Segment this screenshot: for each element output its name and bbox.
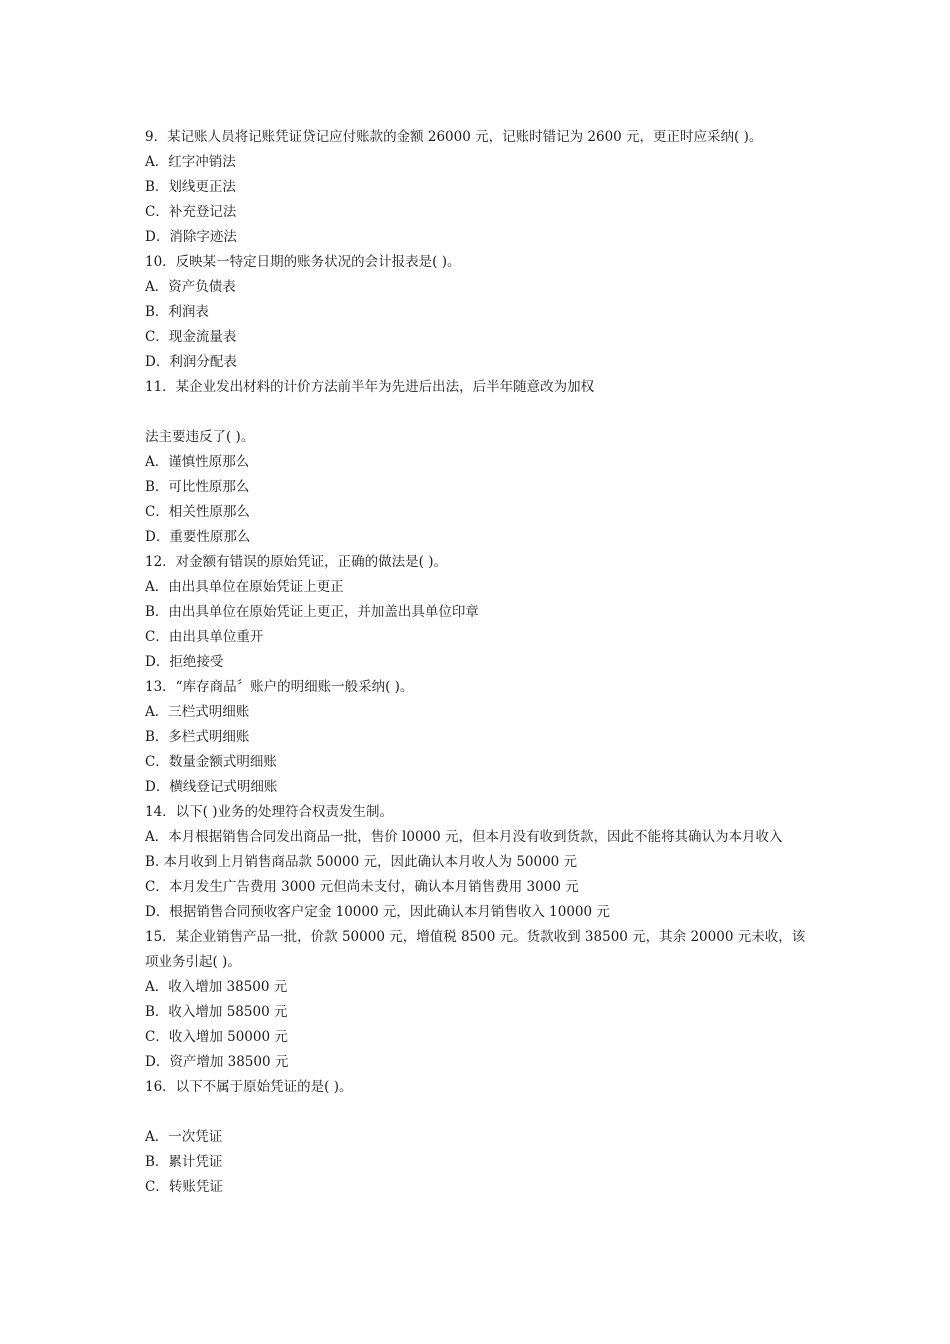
question-list: [145, 125, 810, 1200]
option-13b: B．多栏式明细账: [145, 729, 250, 745]
option-14b: B. 本月收到上月销售商品款 50000 元，因此确认本月收人为 50000 元: [145, 854, 578, 870]
option-15d: D．资产增加 38500 元: [145, 1054, 289, 1070]
option-15a: A．收入增加 38500 元: [145, 979, 288, 995]
question-12: 12．对金额有错误的原始凭证，正确的做法是( )。: [145, 554, 448, 570]
option-12c: C．由出具单位重开: [145, 629, 264, 645]
option-9d: D．消除字迹法: [145, 229, 237, 245]
question-13: 13．“库存商品〞账户的明细账一般采纳( )。: [145, 679, 414, 695]
question-10: 10．反映某一特定日期的账务状况的会计报表是( )。: [145, 254, 461, 270]
option-14a: A．本月根据销售合同发出商品一批，售价 l0000 元，但本月没有收到货款，因此不能将其确认为本月收入: [145, 829, 783, 845]
option-16a: A．一次凭证: [145, 1129, 223, 1145]
question-15: 15．某企业销售产品一批，价款 50000 元，增值税 8500 元。货款收到 38500 元，其余 20000 元未收，该项业务引起( )。: [145, 929, 806, 970]
question-16: 16．以下不属于原始凭证的是( )。: [145, 1079, 353, 1095]
option-10c: C．现金流量表: [145, 329, 237, 345]
question-11-continued: 法主要违反了( )。: [145, 429, 255, 445]
option-13a: A．三栏式明细账: [145, 704, 250, 720]
option-16b: B．累计凭证: [145, 1154, 223, 1170]
question-14: 14．以下( )业务的处理符合权责发生制。: [145, 804, 394, 820]
blank-line: [145, 1100, 810, 1125]
option-11b: B．可比性原那么: [145, 479, 250, 495]
option-14d: D．根据销售合同预收客户定金 10000 元，因此确认本月销售收入 10000 元: [145, 904, 610, 920]
blank-line: [145, 400, 810, 425]
option-10d: D．利润分配表: [145, 354, 237, 370]
option-9c: C．补充登记法: [145, 204, 237, 220]
option-9b: B．划线更正法: [145, 179, 236, 195]
option-12d: D．拒绝接受: [145, 654, 224, 670]
question-11: 11．某企业发出材料的计价方法前半年为先进后出法，后半年随意改为加权: [145, 379, 595, 395]
option-11d: D．重要性原那么: [145, 529, 251, 545]
option-9a: A．红字冲销法: [145, 154, 236, 170]
option-12b: B．由出具单位在原始凭证上更正，并加盖出具单位印章: [145, 604, 479, 620]
option-15b: B．收入增加 58500 元: [145, 1004, 288, 1020]
option-13d: D．横线登记式明细账: [145, 779, 278, 795]
question-9: 9．某记账人员将记账凭证贷记应付账款的金额 26000 元，记账时错记为 2600 元，更正时应采纳( )。: [145, 129, 763, 145]
option-11a: A．谨慎性原那么: [145, 454, 250, 470]
option-16c: C．转账凭证: [145, 1179, 223, 1195]
option-15c: C．收入增加 50000 元: [145, 1029, 288, 1045]
option-12a: A．由出具单位在原始凭证上更正: [145, 579, 344, 595]
option-10b: B．利润表: [145, 304, 209, 320]
option-11c: C．相关性原那么: [145, 504, 250, 520]
option-13c: C．数量金额式明细账: [145, 754, 277, 770]
option-10a: A．资产负债表: [145, 279, 236, 295]
option-14c: C．本月发生广告费用 3000 元但尚未支付，确认本月销售费用 3000 元: [145, 879, 579, 895]
